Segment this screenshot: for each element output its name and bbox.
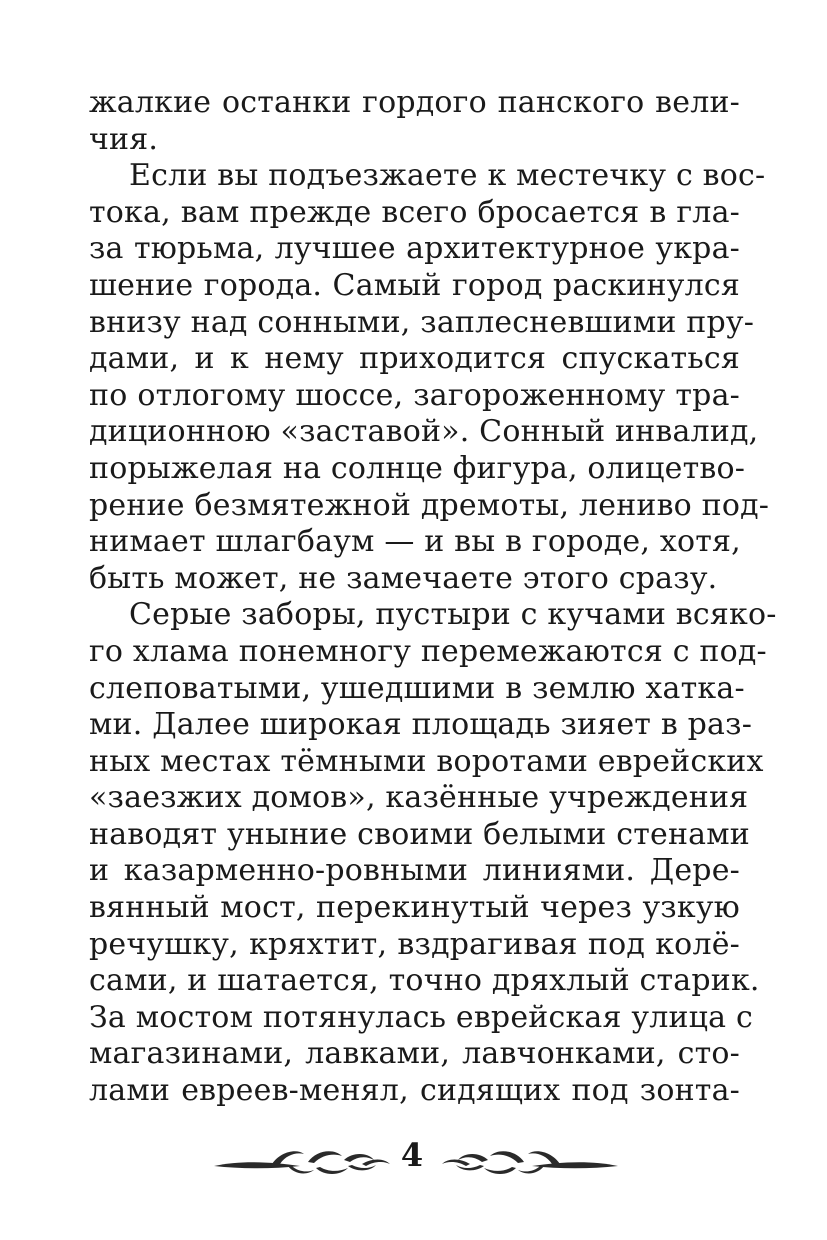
text-line: сами, и шатается, точно дряхлый старик. xyxy=(89,963,760,999)
text-line: диционною «заставой». Сонный инвалид, xyxy=(89,414,759,450)
text-line: Серые заборы, пустыри с кучами всяко- xyxy=(129,597,777,633)
text-line: порыжелая на солнце фигура, олицетво- xyxy=(89,450,746,486)
text-line: за тюрьма, лучшее архитектурное укра- xyxy=(89,231,740,267)
text-line: магазинами, лавками, лавчонками, сто- xyxy=(89,1036,740,1072)
text-line: жалкие останки гордого панского вели- xyxy=(89,85,740,120)
text-line: нимает шлагбаум — и вы в городе, хотя, xyxy=(89,524,741,560)
text-line: ных местах тёмными воротами еврейских xyxy=(89,743,764,779)
flourish-ornament-left-icon xyxy=(212,1140,392,1180)
text-line: наводят уныние своими белыми стенами xyxy=(89,816,750,852)
text-line: быть может, не замечаете этого сразу. xyxy=(89,560,718,596)
body-text xyxy=(89,85,777,1110)
text-line: «заезжих домов», казённые учреждения xyxy=(89,780,749,816)
flourish-ornament-right-icon xyxy=(440,1140,620,1180)
text-line: шение города. Самый город раскинулся xyxy=(89,267,740,303)
text-line: и казарменно-ровными линиями. Дере- xyxy=(89,853,740,889)
text-line: слеповатыми, ушедшими в землю хатка- xyxy=(89,670,745,706)
text-line: по отлогому шоссе, загороженному тра- xyxy=(89,377,740,413)
text-line: чия. xyxy=(89,121,159,157)
text-line: вянный мост, перекинутый через узкую xyxy=(89,890,740,926)
page-number: 4 xyxy=(400,1136,424,1174)
text-line: внизу над сонными, заплесневшими пру- xyxy=(89,304,755,340)
text-line: речушку, кряхтит, вздрагивая под колё- xyxy=(89,926,740,962)
text-line: Если вы подъезжаете к местечку с вос- xyxy=(129,158,766,194)
text-line: рение безмятежной дремоты, лениво под- xyxy=(89,487,770,523)
text-line: тока, вам прежде всего бросается в гла- xyxy=(89,194,740,230)
text-line: го хлама понемногу перемежаются с под- xyxy=(89,633,767,669)
text-line: ми. Далее широкая площадь зияет в раз- xyxy=(89,707,753,743)
text-line: дами, и к нему приходится спускаться xyxy=(89,341,740,377)
text-line: За мостом потянулась еврейская улица с xyxy=(89,999,753,1035)
page-footer xyxy=(0,1128,827,1188)
text-line: лами евреев-менял, сидящих под зонта- xyxy=(89,1073,740,1109)
